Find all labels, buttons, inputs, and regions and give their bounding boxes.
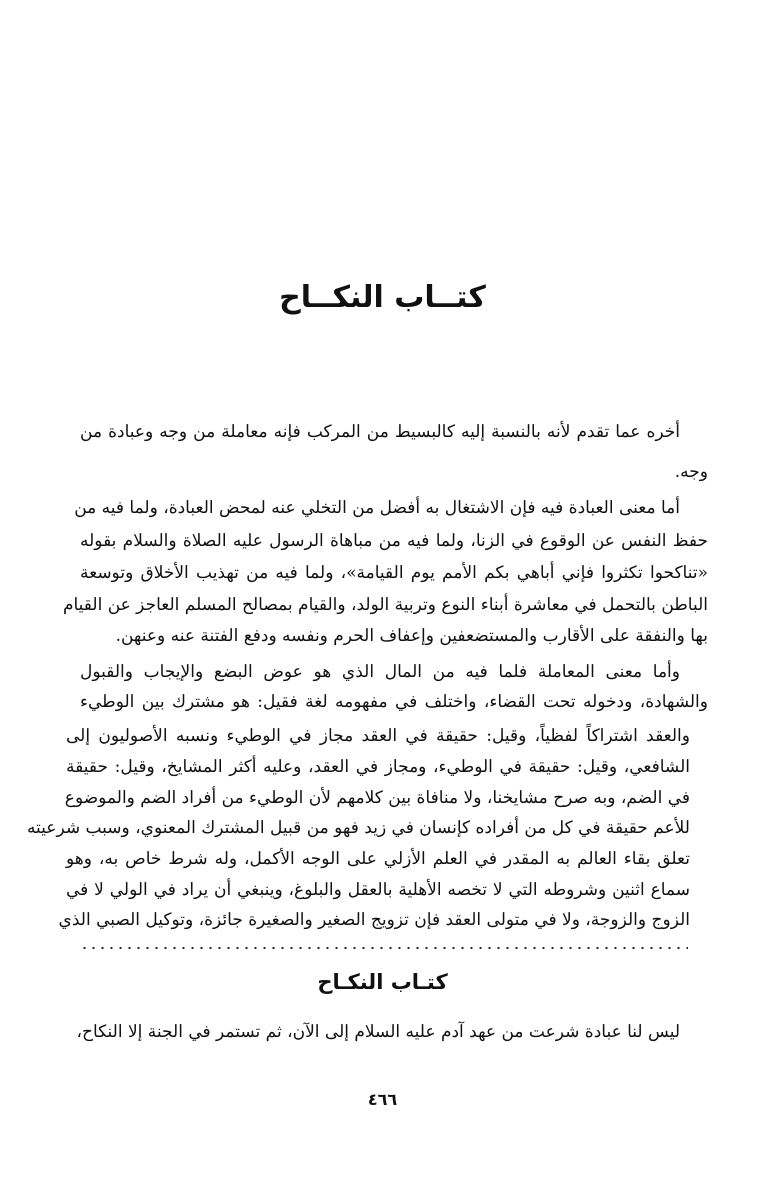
dotted-separator <box>80 945 688 951</box>
commentary-line: وجه. <box>674 462 708 482</box>
commentary-line: بها والنفقة على الأقارب والمستضعفين وإعفاف الحرم ونفسه ودفع الفتنة عنه وعنهن. <box>115 626 708 646</box>
matn-line: ليس لنا عبادة شرعت من عهد آدم عليه السلام إلى الآن، ثم تستمر في الجنة إلا النكاح، <box>76 1022 680 1042</box>
commentary-line: وأما معنى المعاملة فلما فيه من المال الذي هو عوض البضع والإيجاب والقبول <box>80 662 680 682</box>
commentary-line: والعقد اشتراكاً لفظياً، وقيل: حقيقة في العقد مجاز في الوطيء ونسبه الأصوليون إلى <box>66 726 690 746</box>
commentary-line: «تناكحوا تكثروا فإني أباهي بكم الأمم يوم القيامة»، ولما فيه من تهذيب الأخلاق وتوسعة <box>80 563 708 583</box>
page-number: ٤٦٦ <box>367 1090 398 1109</box>
commentary-line: والشهادة، ودخوله تحت القضاء، واختلف في مفهومه لغة فقيل: هو مشترك بين الوطيء <box>80 692 708 712</box>
matn-title: كتـاب النكـاح <box>317 970 448 994</box>
commentary-line: أخره عما تقدم لأنه بالنسبة إليه كالبسيط من المركب فإنه معاملة من وجه وعبادة من <box>80 422 680 442</box>
chapter-title: كتــاب النكــاح <box>279 280 486 315</box>
commentary-line: للأعم حقيقة في كل من أفراده كإنسان في زيد فهو من قبيل المشترك المعنوي، وسبب شرعيته <box>26 818 690 838</box>
commentary-line: حفظ النفس عن الوقوع في الزنا، ولما فيه من مباهاة الرسول عليه الصلاة والسلام بقوله <box>80 531 708 551</box>
commentary-line: الشافعي، وقيل: حقيقة في الوطيء، ومجاز في العقد، وعليه أكثر المشايخ، وقيل: حقيقة <box>66 757 690 777</box>
commentary-line: أما معنى العبادة فيه فإن الاشتغال به أفضل من التخلي عنه لمحض العبادة، ولما فيه من <box>74 498 680 518</box>
commentary-line: تعلق بقاء العالم به المقدر في العلم الأزلي على الوجه الأكمل، وله شرط خاص به، وهو <box>66 849 690 869</box>
commentary-line: في الضم، وبه صرح مشايخنا، ولا منافاة بين كلامهم لأن الوطيء من أفراد الضم والموضوع <box>64 788 690 808</box>
commentary-line: الباطن بالتحمل في معاشرة أبناء النوع وتربية الولد، والقيام بمصالح المسلم العاجز عن القيام <box>62 595 708 615</box>
commentary-line: الزوج والزوجة، ولا في متولى العقد فإن تزويج الصغير والصغيرة جائزة، وتوكيل الصبي الذي <box>58 910 690 930</box>
commentary-line: سماع اثنين وشروطه التي لا تخصه الأهلية بالعقل والبلوغ، وينبغي أن يراد في الولي لا في <box>66 880 690 900</box>
